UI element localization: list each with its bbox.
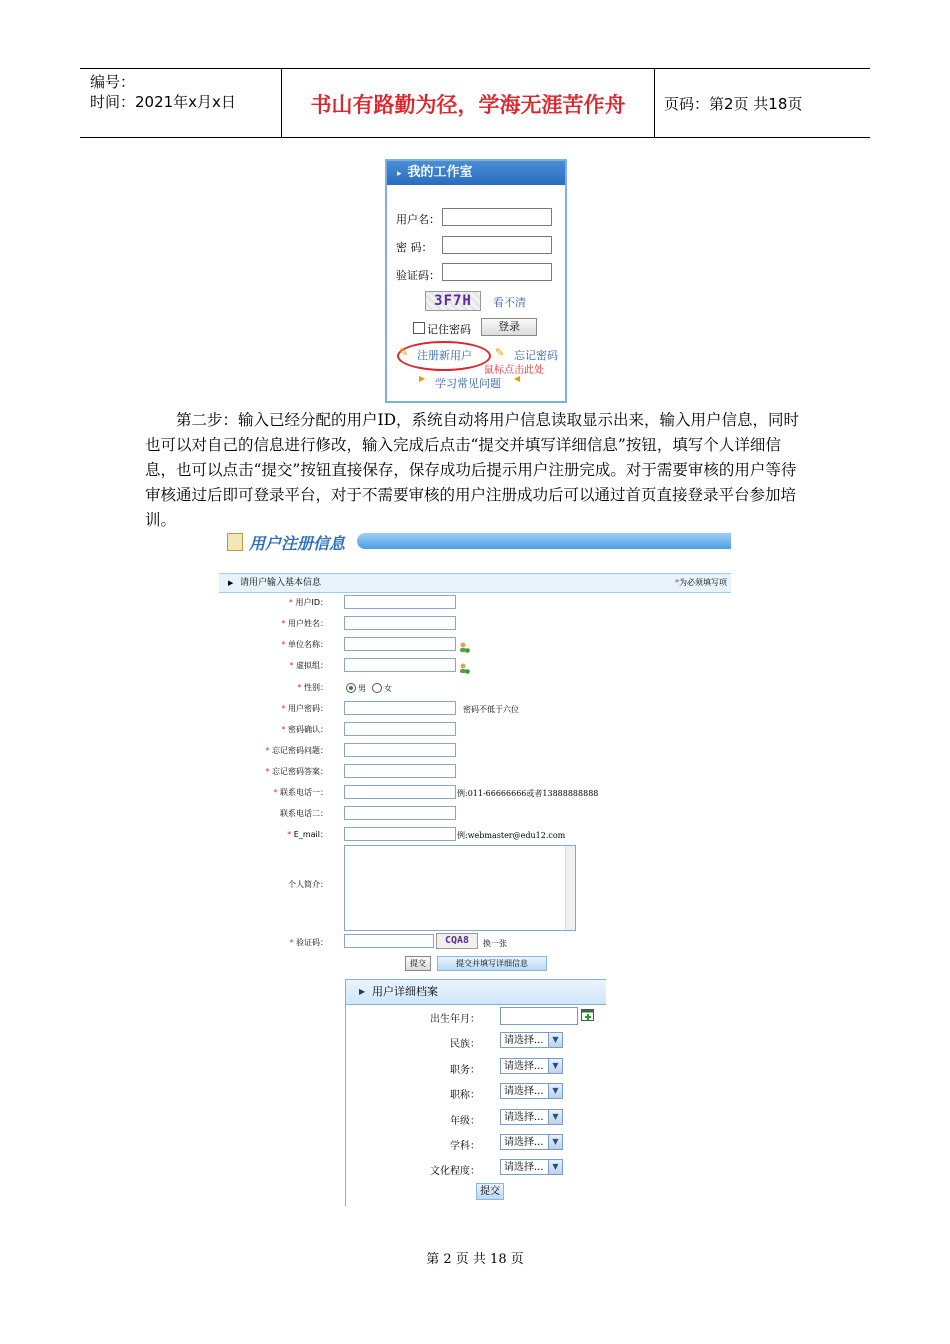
field-label: * 单位名称： xyxy=(281,640,328,649)
page-footer: 第 2 页 共 18 页 xyxy=(426,1252,524,1267)
field-label: * 联系电话一： xyxy=(273,788,328,797)
gender-male-label: 男 xyxy=(358,684,366,693)
registration-title: 用户注册信息 xyxy=(249,534,346,553)
faq-link[interactable]: 学习常见问题 xyxy=(435,377,501,390)
select-user-icon[interactable] xyxy=(459,659,470,670)
registration-section-header: ▶ 请用户输入基本信息 *为必须填写项 xyxy=(219,573,731,593)
required-note: 为必须填写项 xyxy=(679,578,727,587)
field-label: * 密码确认： xyxy=(281,725,328,734)
field-label: 年级： xyxy=(450,1116,480,1127)
reg-submit-detail-button[interactable]: 提交并填写详细信息 xyxy=(437,956,547,971)
grade-select[interactable]: 请选择... ▼ xyxy=(500,1109,563,1125)
header-divider xyxy=(654,69,655,137)
chevron-down-icon: ▼ xyxy=(548,1059,562,1073)
field-label: 联系电话二： xyxy=(280,809,328,818)
phone-two-input[interactable] xyxy=(344,806,456,820)
field-label: * 性别： xyxy=(297,683,328,692)
arrow-left-icon: ◀ xyxy=(514,374,521,383)
password-input[interactable] xyxy=(344,701,456,715)
remember-label: 记住密码 xyxy=(427,323,471,336)
reg-captcha-input[interactable] xyxy=(344,934,434,948)
phone-hint: 例:011-66666666或者13888888888 xyxy=(457,789,599,798)
password-confirm-input[interactable] xyxy=(344,722,456,736)
security-answer-input[interactable] xyxy=(344,764,456,778)
password-input[interactable] xyxy=(442,236,552,254)
detail-panel-title: ▶ 用户详细档案 xyxy=(346,980,606,1005)
arrow-right-icon: ▶ xyxy=(228,579,234,587)
field-label: * 用户姓名： xyxy=(281,619,328,628)
field-label: 个人简介： xyxy=(288,880,328,889)
captcha-input[interactable] xyxy=(442,263,552,281)
field-label: * 虚拟组： xyxy=(289,661,328,670)
username-input[interactable] xyxy=(442,208,552,226)
document-date: 时间：2021年x月x日 xyxy=(90,93,236,111)
body-paragraph: 第二步：输入已经分配的用户ID，系统自动将用户信息读取显示出来，输入用户信息，同时也可以对自己的信息进行修改，输入完成后点击“提交并填写详细信息”按钮，填写个人详细信息，也可以点击“提交”按钮直接保存，保存成功后提示用户注册完成。对于需要审核的用户等待审核通过后即可登录平台，对于不需要审核的用户注册成功后可以通过首页直接登录平台参加培训。 xyxy=(145,411,800,529)
register-link[interactable]: 注册新用户 xyxy=(417,349,472,362)
phone-one-input[interactable] xyxy=(344,785,456,799)
pencil-icon: ✎ xyxy=(399,346,409,359)
email-input[interactable] xyxy=(344,827,456,841)
field-label: 职务： xyxy=(450,1065,480,1076)
field-label: * 用户ID： xyxy=(288,598,328,607)
calendar-icon[interactable] xyxy=(581,1007,595,1021)
remember-checkbox[interactable] xyxy=(413,322,425,334)
chevron-down-icon: ▼ xyxy=(548,1110,562,1124)
user-id-input[interactable] xyxy=(344,595,456,609)
virtual-group-input[interactable] xyxy=(344,658,456,672)
click-annotation: 鼠标点击此处 xyxy=(484,365,544,376)
chevron-down-icon: ▼ xyxy=(548,1084,562,1098)
login-panel-title: ▸ 我的工作室 xyxy=(387,161,565,185)
notepad-icon xyxy=(227,533,243,551)
detail-submit-button[interactable]: 提交 xyxy=(476,1183,504,1200)
ethnicity-select[interactable]: 请选择... ▼ xyxy=(500,1032,563,1048)
login-button[interactable]: 登录 xyxy=(481,318,537,336)
email-hint: 例:webmaster@edu12.com xyxy=(457,831,566,840)
key-icon: ✎ xyxy=(495,346,505,359)
field-label: 民族： xyxy=(450,1039,480,1050)
title-select[interactable]: 请选择... ▼ xyxy=(500,1083,563,1099)
user-name-input[interactable] xyxy=(344,616,456,630)
field-label: 学科： xyxy=(450,1141,480,1152)
registration-title-bar xyxy=(357,533,731,549)
field-label: * 验证码： xyxy=(289,938,328,947)
gender-female-label: 女 xyxy=(384,684,392,693)
forgot-password-link[interactable]: 忘记密码 xyxy=(514,349,558,362)
birth-label: 出生年月： xyxy=(430,1014,480,1025)
gender-male-radio[interactable] xyxy=(346,683,356,693)
document-number: 编号： xyxy=(90,73,136,91)
chevron-down-icon: ▼ xyxy=(548,1160,562,1174)
captcha-refresh-link[interactable]: 看不清 xyxy=(493,296,526,309)
reg-captcha-refresh[interactable]: 换一张 xyxy=(483,939,507,948)
reg-submit-button[interactable]: 提交 xyxy=(405,956,431,971)
field-label: * E_mail： xyxy=(287,830,328,839)
education-select[interactable]: 请选择... ▼ xyxy=(500,1159,563,1175)
field-label: 职称： xyxy=(450,1090,480,1101)
select-user-icon[interactable] xyxy=(459,638,470,649)
header-page-info: 页码：第2页 共18页 xyxy=(664,95,803,113)
textarea-scrollbar[interactable] xyxy=(565,846,575,930)
field-label: * 忘记密码答案： xyxy=(265,767,328,776)
bio-textarea[interactable] xyxy=(344,845,576,931)
field-label: * 用户密码： xyxy=(281,704,328,713)
security-question-input[interactable] xyxy=(344,743,456,757)
captcha-image: 3F7H xyxy=(425,291,481,311)
position-select[interactable]: 请选择... ▼ xyxy=(500,1058,563,1074)
username-label: 用户名： xyxy=(396,213,440,226)
subject-select[interactable]: 请选择... ▼ xyxy=(500,1134,563,1150)
login-panel xyxy=(385,159,567,403)
organization-input[interactable] xyxy=(344,637,456,651)
birth-date-input[interactable] xyxy=(500,1007,578,1025)
document-header xyxy=(80,68,870,138)
captcha-label: 验证码： xyxy=(396,269,440,282)
arrow-right-icon: ▸ xyxy=(397,169,402,179)
arrow-right-icon: ▶ xyxy=(419,374,426,383)
field-label: * 忘记密码问题： xyxy=(265,746,328,755)
password-hint: 密码不低于六位 xyxy=(463,705,519,714)
field-label: 文化程度： xyxy=(430,1166,480,1177)
arrow-right-icon: ▶ xyxy=(359,987,366,996)
header-meta xyxy=(90,72,236,112)
chevron-down-icon: ▼ xyxy=(548,1135,562,1149)
chevron-down-icon: ▼ xyxy=(548,1033,562,1047)
reg-captcha-image: CQA8 xyxy=(436,933,478,949)
header-motto: 书山有路勤为径，学海无涯苦作舟 xyxy=(310,92,626,117)
gender-female-radio[interactable] xyxy=(372,683,382,693)
password-label: 密 码： xyxy=(396,241,433,254)
